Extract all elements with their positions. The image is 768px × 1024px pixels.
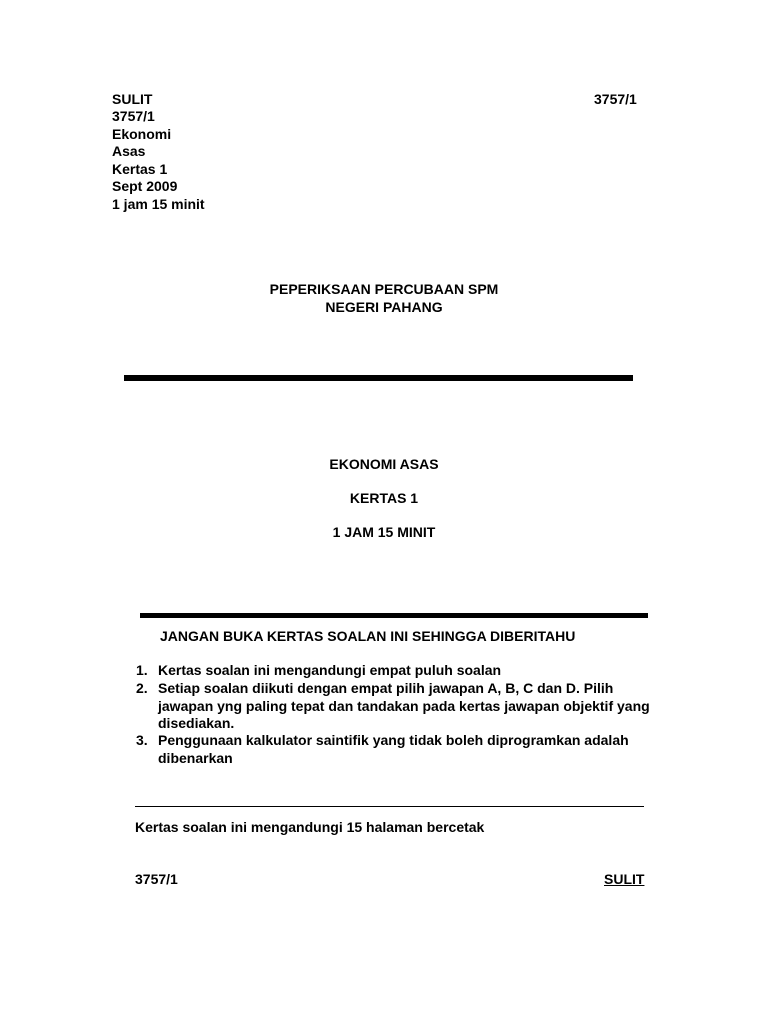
header-paper: Kertas 1: [112, 161, 168, 177]
instruction-item: [136, 662, 656, 680]
paper-number: KERTAS 1: [349, 490, 419, 506]
paper-subject: EKONOMI ASAS: [329, 456, 439, 472]
header-subject: Ekonomi: [112, 126, 172, 142]
thick-divider-top: [124, 375, 633, 381]
footer-sulit-label: SULIT: [604, 871, 645, 887]
instruction-item: [136, 732, 656, 768]
thin-divider: [135, 806, 644, 807]
exam-title-line2: NEGERI PAHANG: [325, 299, 443, 315]
instruction-number: 1.: [136, 662, 148, 678]
instruction-text: Kertas soalan ini mengandungi empat puluh soalan: [158, 662, 502, 678]
do-not-open-warning: JANGAN BUKA KERTAS SOALAN INI SEHINGGA DIBERITAHU: [160, 628, 576, 644]
header-subject-2: Asas: [112, 143, 146, 159]
instruction-text: Setiap soalan diikuti dengan empat pilih jawapan A, B, C dan D. Pilih jawapan yng paling tepat dan tandakan pada kertas jawapan objektif yang disediakan.: [158, 680, 650, 731]
header-date: Sept 2009: [112, 178, 178, 194]
instruction-text: Penggunaan kalkulator saintifik yang tidak boleh diprogramkan adalah dibenarkan: [158, 732, 629, 766]
paper-duration: 1 JAM 15 MINIT: [332, 524, 436, 540]
instruction-number: 3.: [136, 732, 148, 748]
header-sulit-label: SULIT: [112, 91, 153, 107]
footer-code: 3757/1: [135, 871, 178, 887]
header-code: 3757/1: [112, 108, 155, 124]
instruction-number: 2.: [136, 680, 148, 696]
thick-divider-bottom: [140, 613, 648, 618]
header-duration: 1 jam 15 minit: [112, 196, 205, 212]
pages-note: Kertas soalan ini mengandungi 15 halaman bercetak: [135, 819, 485, 835]
instruction-item: [136, 680, 656, 733]
header-code-right: 3757/1: [594, 91, 637, 107]
exam-title-line1: PEPERIKSAAN PERCUBAAN SPM: [269, 281, 499, 297]
